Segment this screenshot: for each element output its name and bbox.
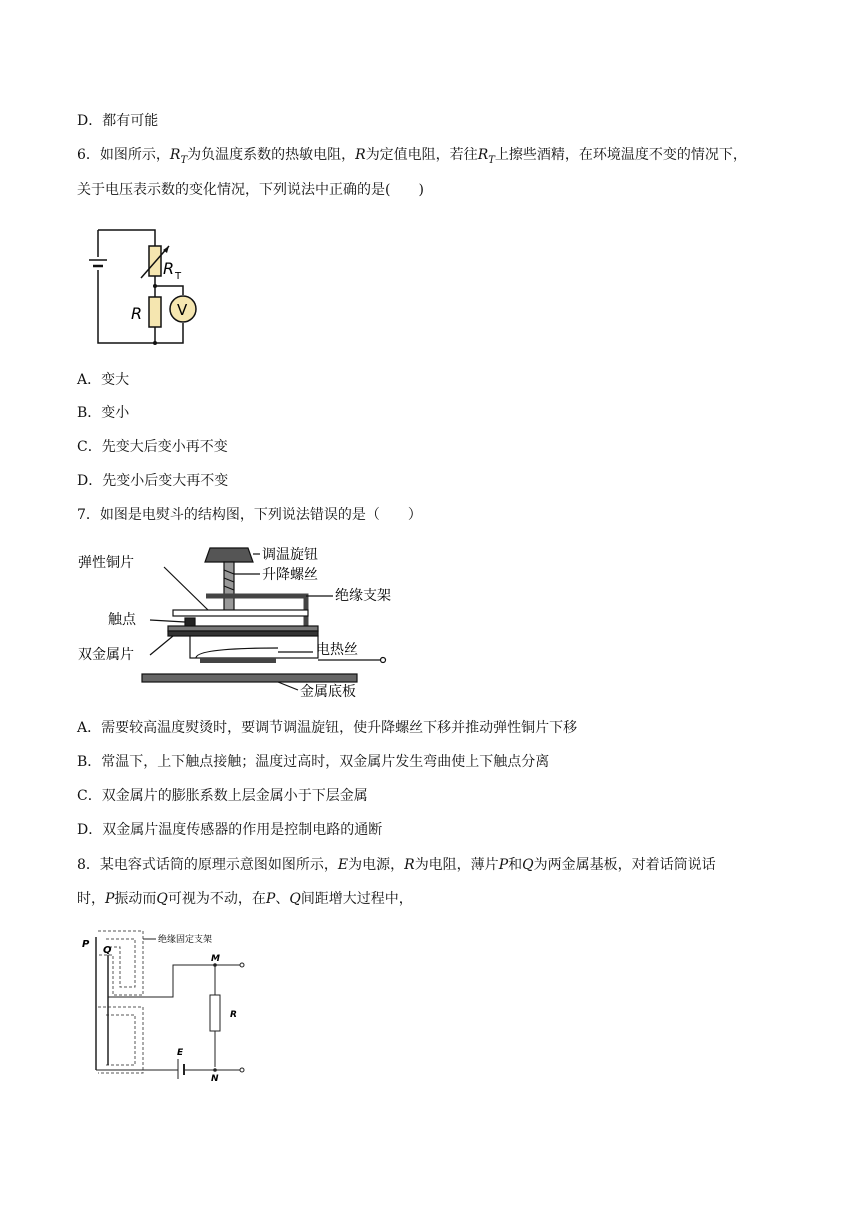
q6-circuit-figure bbox=[85, 222, 225, 352]
q8-stem-line2: 时，P振动而Q可视为不动，在P、Q间距增大过程中， bbox=[77, 891, 413, 907]
q7-label-heater: 电热丝 bbox=[316, 642, 358, 658]
q7-option-d: D．双金属片温度传感器的作用是控制电路的通断 bbox=[77, 822, 383, 838]
q8-fig-p: P bbox=[82, 939, 90, 950]
q7-label-screw: 升降螺丝 bbox=[262, 567, 318, 583]
q6-stem-line2: 关于电压表示数的变化情况，下列说法中正确的是( ) bbox=[77, 182, 424, 198]
q7-option-a: A．需要较高温度熨烫时，要调节调温旋钮，使升降螺丝下移并推动弹性铜片下移 bbox=[77, 720, 578, 736]
q8-fig-n: N bbox=[211, 1074, 219, 1084]
q6-fig-rt-sub: T bbox=[175, 271, 182, 282]
q6-option-c: C．先变大后变小再不变 bbox=[77, 439, 228, 455]
q6-option-d: D．先变小后变大再不变 bbox=[77, 473, 229, 489]
q6-stem-line1: 6．如图所示，$R_T$为负温度系数的热敏电阻，R为定值电阻，若往$R_T$上擦些酒精，在环境温度不变的情况下， bbox=[77, 147, 747, 166]
q6-option-b: B．变小 bbox=[77, 405, 130, 421]
q7-stem: 7．如图是电熨斗的结构图，下列说法错误的是（ ） bbox=[77, 507, 422, 523]
q6-option-a: A．变大 bbox=[77, 372, 130, 388]
q8-fig-r: R bbox=[230, 1010, 237, 1020]
q7-label-bracket: 绝缘支架 bbox=[335, 588, 391, 604]
q8-fig-m: M bbox=[211, 954, 220, 964]
q8-microphone-figure bbox=[78, 925, 258, 1085]
q6-fig-meter-label: V bbox=[177, 301, 188, 319]
q8-fig-support: 绝缘固定支架 bbox=[158, 935, 213, 945]
q8-stem-line1: 8．某电容式话筒的原理示意图如图所示，E为电源，R为电阻，薄片P和Q为两金属基板，对着话筒说话 bbox=[77, 857, 716, 873]
q7-label-contact: 触点 bbox=[108, 612, 136, 628]
q6-fig-r-label: R bbox=[131, 304, 143, 323]
q7-label-bimetal: 双金属片 bbox=[78, 647, 134, 663]
q7-label-knob: 调温旋钮 bbox=[262, 547, 318, 563]
q6-fig-rt-label: R bbox=[163, 259, 175, 278]
q7-option-b: B．常温下，上下触点接触；温度过高时，双金属片发生弯曲使上下触点分离 bbox=[77, 754, 550, 770]
q5-option-d: D．都有可能 bbox=[77, 113, 159, 129]
q8-fig-e: E bbox=[177, 1048, 184, 1058]
q7-iron-figure bbox=[78, 540, 408, 705]
q8-fig-q: Q bbox=[103, 945, 112, 956]
q7-label-base: 金属底板 bbox=[300, 684, 356, 700]
q7-label-copper: 弹性铜片 bbox=[78, 555, 134, 571]
q7-option-c: C．双金属片的膨胀系数上层金属小于下层金属 bbox=[77, 788, 368, 804]
